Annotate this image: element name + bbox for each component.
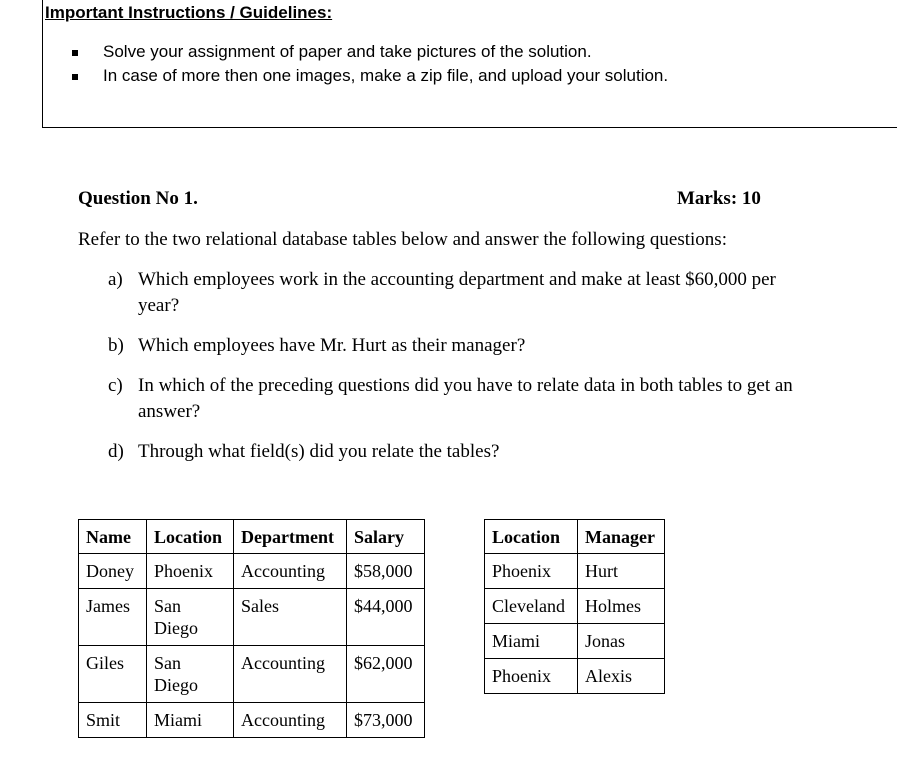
column-header: Location — [147, 520, 234, 554]
cell-salary: $58,000 — [347, 554, 425, 589]
cell-location: Phoenix — [485, 554, 578, 589]
cell-department: Accounting — [234, 646, 347, 703]
cell-location-line: Phoenix — [154, 561, 214, 581]
cell-location — [147, 589, 234, 646]
question-intro: Refer to the two relational database tables below and answer the following questions: — [78, 229, 727, 250]
column-header: Department — [234, 520, 347, 554]
instruction-text: In case of more then one images, make a zip file, and upload your solution. — [103, 66, 669, 85]
cell-salary: $73,000 — [347, 703, 425, 738]
bullet-square-icon — [72, 50, 78, 56]
cell-location-line: Miami — [154, 710, 202, 730]
item-text: year? — [138, 295, 180, 316]
employees-table — [78, 519, 425, 738]
item-text: In which of the preceding questions did you have to relate data in both tables to get an — [138, 375, 793, 396]
column-header: Salary — [347, 520, 425, 554]
cell-location: Phoenix — [485, 659, 578, 694]
question-title: Question No 1. — [78, 188, 198, 209]
instruction-text: Solve your assignment of paper and take pictures of the solution. — [103, 42, 592, 61]
table-row — [485, 624, 665, 659]
cell-name: Doney — [79, 554, 147, 589]
item-letter: b) — [108, 335, 124, 356]
cell-name: Smit — [79, 703, 147, 738]
table-row — [79, 703, 425, 738]
question-marks: Marks: 10 — [677, 188, 761, 209]
cell-location — [147, 554, 234, 589]
item-text: answer? — [138, 401, 201, 422]
bullet-square-icon — [72, 74, 78, 80]
instructions-title: Important Instructions / Guidelines: — [45, 3, 333, 22]
cell-location — [147, 646, 234, 703]
cell-department: Sales — [234, 589, 347, 646]
cell-location-line: San — [154, 653, 181, 673]
item-text: Which employees work in the accounting department and make at least $60,000 per — [138, 269, 776, 290]
cell-manager: Alexis — [578, 659, 665, 694]
table-row — [79, 646, 425, 703]
table-header-row — [79, 520, 425, 554]
table-row — [79, 554, 425, 589]
cell-manager: Jonas — [578, 624, 665, 659]
column-header: Location — [485, 520, 578, 554]
item-letter: c) — [108, 375, 123, 396]
cell-manager: Holmes — [578, 589, 665, 624]
cell-salary: $62,000 — [347, 646, 425, 703]
table-row — [485, 659, 665, 694]
cell-name: Giles — [79, 646, 147, 703]
item-letter: d) — [108, 441, 124, 462]
item-letter: a) — [108, 269, 123, 290]
cell-location-line: Diego — [154, 675, 198, 695]
item-text: Which employees have Mr. Hurt as their manager? — [138, 335, 526, 356]
cell-department: Accounting — [234, 554, 347, 589]
cell-salary: $44,000 — [347, 589, 425, 646]
column-header: Manager — [578, 520, 665, 554]
column-header: Name — [79, 520, 147, 554]
cell-department: Accounting — [234, 703, 347, 738]
table-row — [79, 589, 425, 646]
table-row — [485, 589, 665, 624]
cell-name: James — [79, 589, 147, 646]
cell-location — [147, 703, 234, 738]
cell-location: Cleveland — [485, 589, 578, 624]
cell-location-line: San — [154, 596, 181, 616]
cell-location: Miami — [485, 624, 578, 659]
managers-table — [484, 519, 665, 694]
item-text: Through what field(s) did you relate the tables? — [138, 441, 500, 462]
table-row — [485, 554, 665, 589]
cell-location-line: Diego — [154, 618, 198, 638]
table-header-row — [485, 520, 665, 554]
cell-manager: Hurt — [578, 554, 665, 589]
